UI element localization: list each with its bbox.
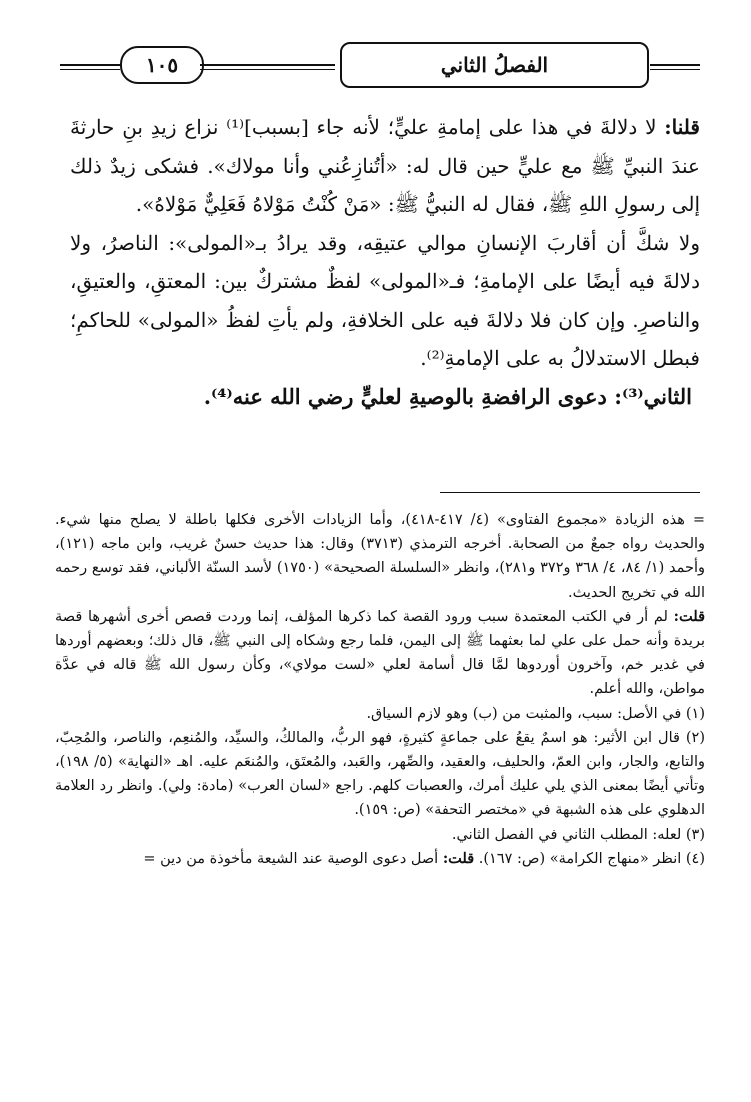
footnote-2: (٢) قال ابن الأثير: هو اسمٌ يقعُ على جماعةٍ كثيرةٍ، فهو الربُّ، والمالكُ، والسيِّد، والمُنعِم، والناصر، والمُحِبّ، والتابع، والجار، وابن العمّ، والحليف، والعقيد، والصِّهر، والعَبد، والمُعتَق، والمُنعَم عليه. اهـ «النهاية» (٥/ ١٩٨)، وتأتي أيضًا بمعنى الذي يلي عليك أمرك، والعصبات كلهم. راجع «لسان العرب» (مادة: ولي). وانظر رد العلامة الدهلوي على هذه الشبهة في «مختصر التحفة» (ص: ١٥٩). bbox=[55, 729, 705, 819]
footnote-4 bbox=[55, 847, 705, 871]
section-heading-text: دعوى الرافضةِ بالوصيةِ لعليٍّ رضي الله عنه⁽⁴⁾. bbox=[203, 383, 615, 409]
section-heading-lead: الثاني⁽³⁾: bbox=[614, 383, 692, 409]
footnote-4-pre: (٤) انظر «منهاج الكرامة» (ص: ١٦٧). bbox=[474, 850, 705, 867]
footnote-qult-lead: قلت: bbox=[673, 607, 705, 625]
section-heading bbox=[70, 378, 692, 417]
footnote-3: (٣) لعله: المطلب الثاني في الفصل الثاني. bbox=[451, 826, 705, 843]
header-rule-right bbox=[650, 64, 700, 70]
footnote-divider bbox=[440, 492, 700, 493]
page-header bbox=[60, 40, 700, 90]
footnotes bbox=[55, 508, 705, 871]
footnote-continuation: = هذه الزيادة «مجموع الفتاوى» (٤/ ٤١٧-٤١٨)، وأما الزيادات الأخرى فكلها باطلة لا يصلح منها شيء. والحديث رواه جمعٌ من الصحابة. أخرجه الترمذي (٣٧١٣) وقال: هذا حديث حسنٌ غريب، وابن ماجه (١٢١)، وأحمد (١/ ٨٤، ٤/ ٣٦٨ و٣٧٢ و٢٨١)، وانظر «السلسلة الصحيحة» (١٧٥٠) لأسد السنّة الألباني، فقد توسع رحمه الله في تخريج الحديث. bbox=[55, 512, 706, 601]
paragraph-2: ولا شكَّ أن أقاربَ الإنسانِ موالي عتيقِه، وقد يرادُ بـ«المولى»: الناصرُ، ولا دلالةَ فيه أيضًا على الإمامةِ؛ فـ«المولى» لفظٌ مشتركٌ بين: المعتقِ، والعتيقِ، والناصرِ. وإن كان فلا دلالةَ فيه على الخلافةِ، ولم يأتِ لفظُ «المولى» للحاكمِ؛ فبطل الاستدلالُ به على الإمامةِ⁽²⁾. bbox=[70, 230, 700, 370]
page-number: ١٠٥ bbox=[120, 46, 204, 84]
footnote-4-post: أصل دعوى الوصية عند الشيعة مأخوذة من دين = bbox=[143, 850, 443, 867]
footnote-1: (١) في الأصل: سبب، والمثبت من (ب) وهو لازم السياق. bbox=[366, 705, 705, 722]
paragraph-1-text: لا دلالةَ في هذا على إمامةِ عليٍّ؛ لأنه جاء [بسبب]⁽¹⁾ نزاع زيدِ بنِ حارثةَ عندَ النبيِّ ﷺ مع عليٍّ حين قال له: «أتُنازِعُني وأنا مولاك». فشكى زيدٌ ذلك إلى رسولِ اللهِ ﷺ، فقال له النبيُّ ﷺ: «مَنْ كُنْتُ مَوْلاهُ فَعَلِيٌّ مَوْلاهُ». bbox=[70, 115, 700, 216]
main-text bbox=[70, 108, 700, 416]
paragraph-1 bbox=[70, 108, 700, 224]
header-rule-left bbox=[60, 64, 120, 70]
footnote-qult-text: لم أر في الكتب المعتمدة سبب ورود القصة كما ذكرها المؤلف، إنما وردت قصص أخرى أشهرها قصة بريدة وأنه حمل على علي لما بعثهما ﷺ إلى اليمن، فلما رجع وشكاه إلى النبي ﷺ، قال ذلك؛ وبعضهم أوردها في غدير خم، وآخرون أوردوها لمَّا قال أسامة لعلي «لست مولاي»، وكأن رسول الله ﷺ قاله في عدَّة مواطن، والله أعلم. bbox=[55, 608, 705, 698]
footnote-4-lead: قلت: bbox=[442, 849, 475, 867]
paragraph-1-lead: قلنا: bbox=[664, 115, 700, 139]
header-rule-middle bbox=[200, 64, 335, 70]
chapter-title: الفصلُ الثاني bbox=[340, 42, 649, 88]
footnote-qult bbox=[55, 605, 705, 702]
